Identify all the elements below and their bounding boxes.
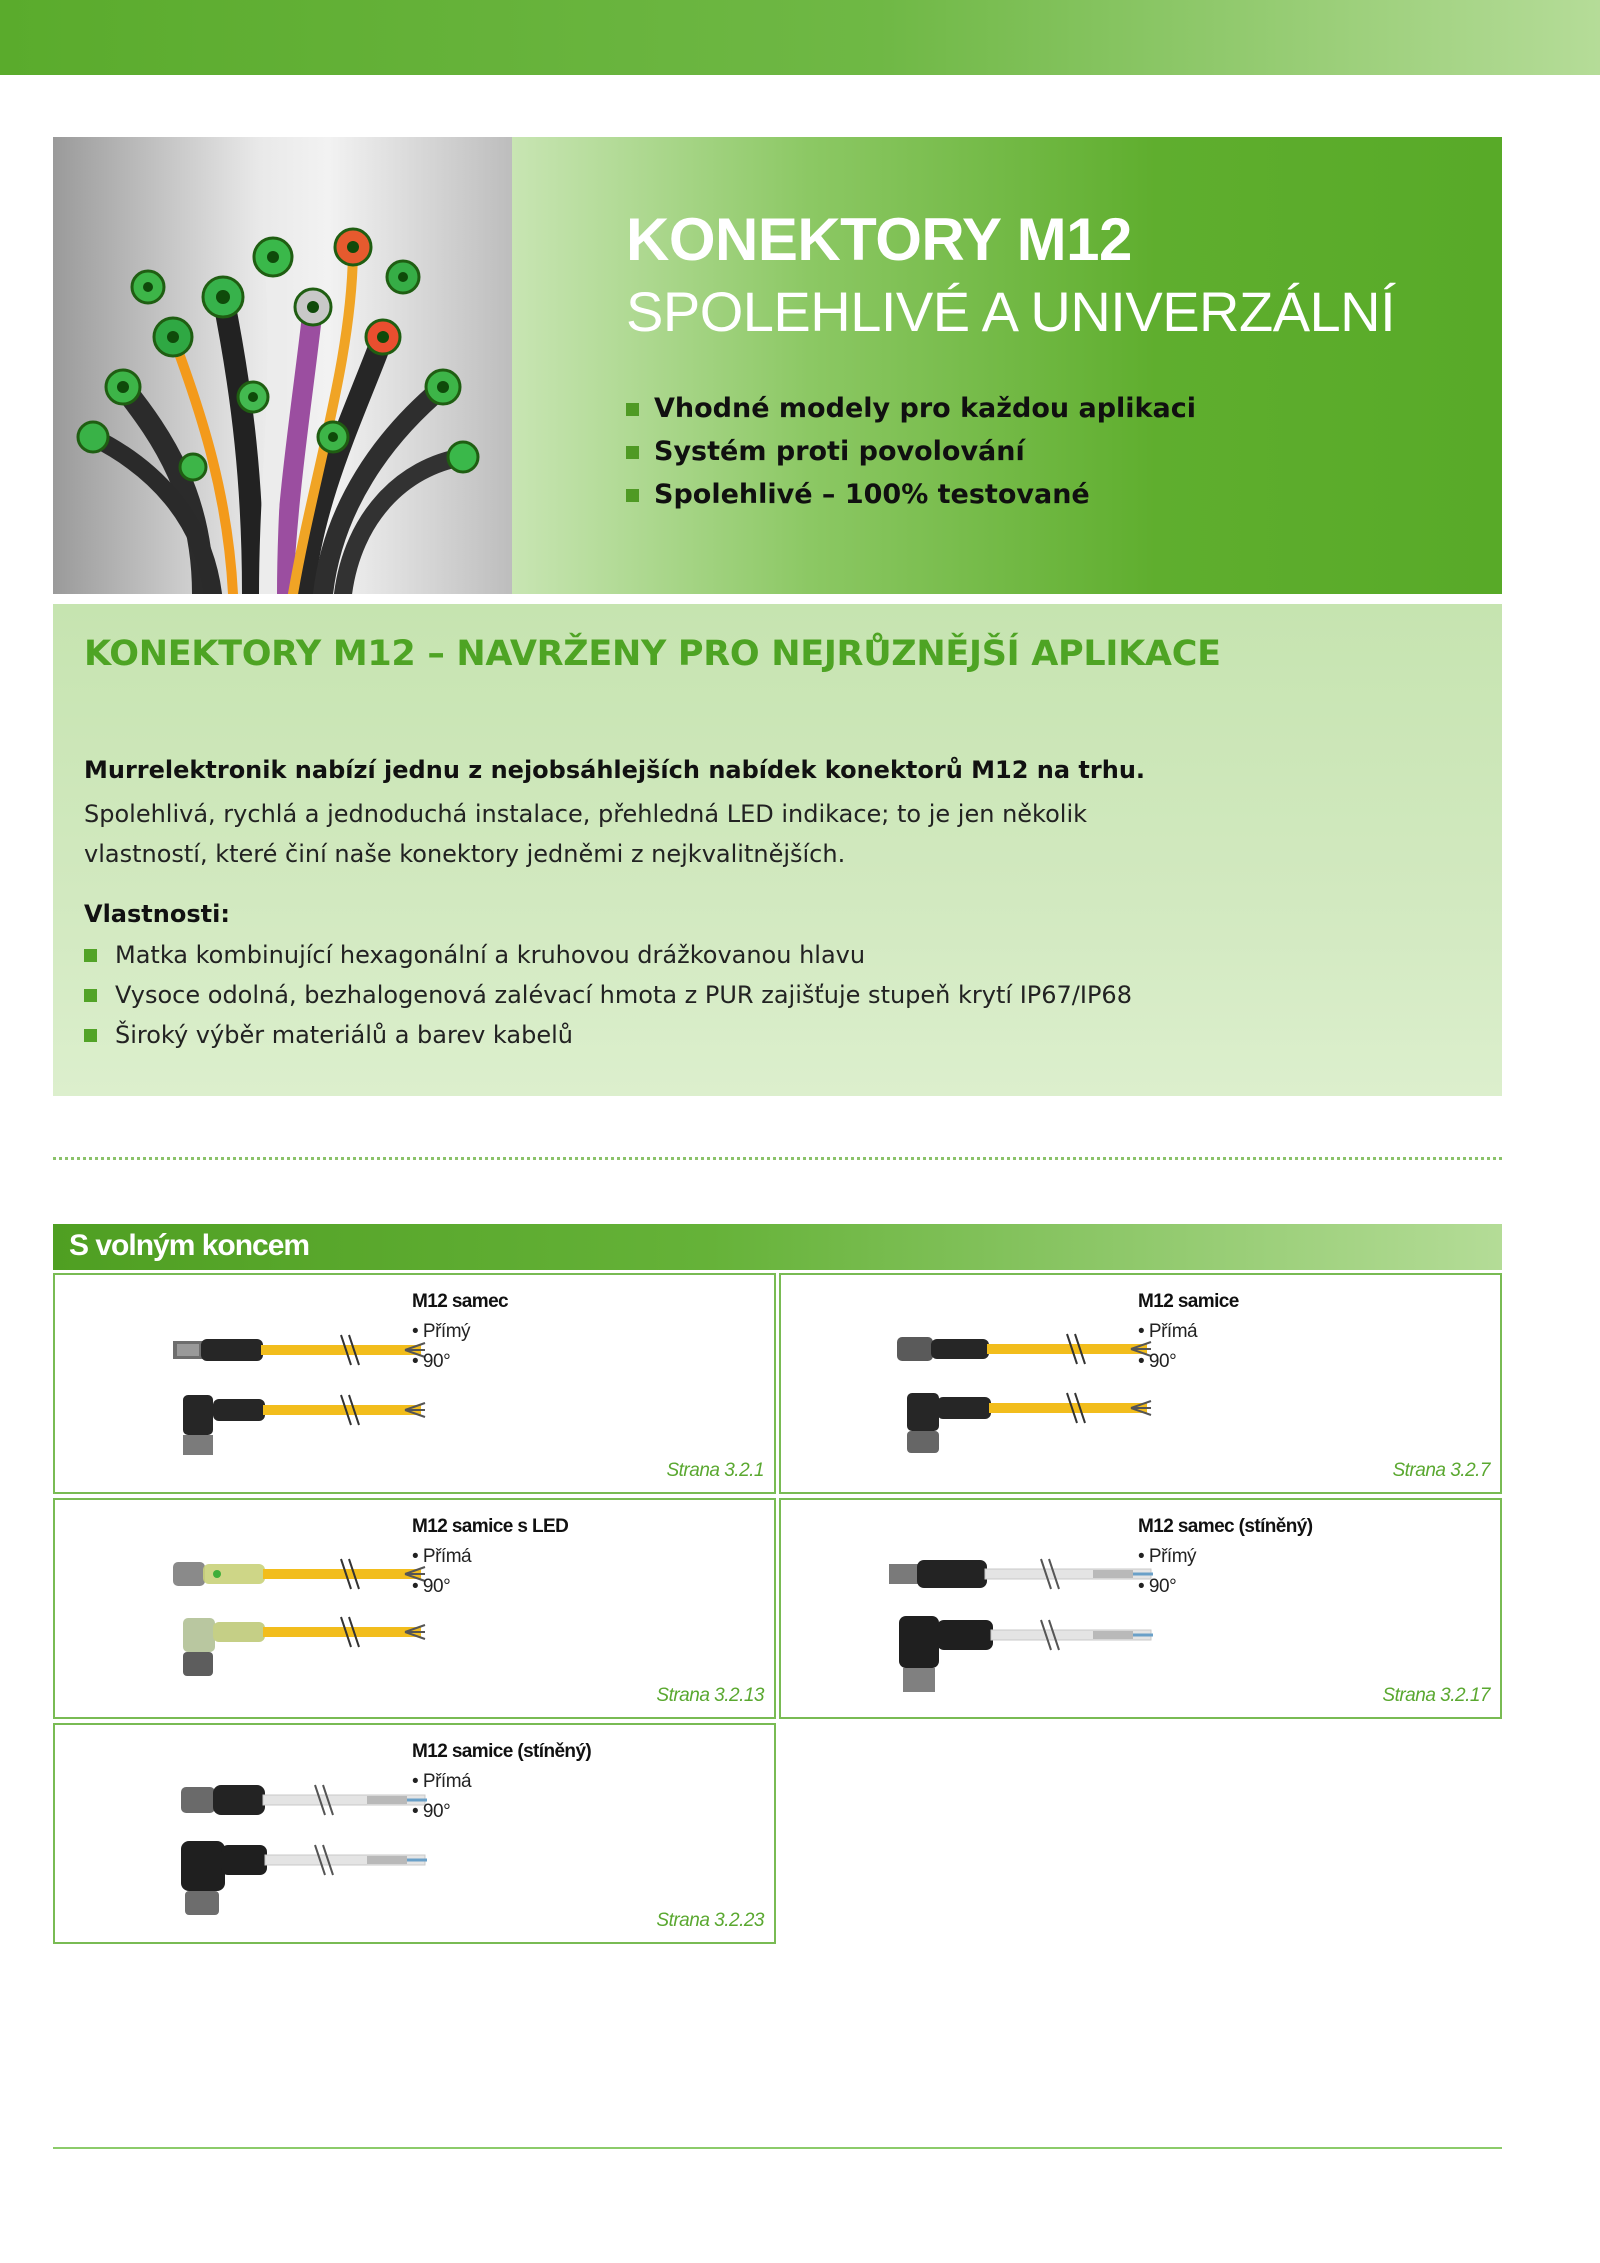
dotted-divider	[53, 1157, 1502, 1160]
page-reference-link[interactable]: Strana 3.2.13	[656, 1685, 764, 1706]
square-bullet-icon	[626, 446, 639, 459]
property-item	[84, 975, 1132, 1015]
product-image	[831, 1297, 1161, 1477]
intro-heading: KONEKTORY M12 – NAVRŽENY PRO NEJRŮZNĚJŠÍ APLIKACE	[84, 634, 1221, 674]
product-image	[831, 1522, 1161, 1702]
product-option: • Přímý	[412, 1321, 471, 1342]
intro-lead: Murrelektronik nabízí jednu z nejobsáhlejších nabídek konektorů M12 na trhu.	[84, 756, 1146, 784]
square-bullet-icon	[84, 989, 97, 1002]
intro-text-line: vlastností, které činí naše konektory jedněmi z nejkvalitnějších.	[84, 840, 846, 868]
product-name: M12 samice (stíněný)	[412, 1741, 592, 1762]
intro-text	[84, 794, 1184, 874]
hero-bullet-text: Systém proti povolování	[654, 436, 1025, 467]
property-item	[84, 1015, 1132, 1055]
hero-bullet-text: Vhodné modely pro každou aplikaci	[654, 393, 1196, 424]
product-option: • 90°	[412, 1351, 451, 1372]
section-header	[53, 1224, 1502, 1270]
product-name: M12 samec	[412, 1291, 509, 1312]
property-text: Matka kombinující hexagonální a kruhovou drážkovanou hlavu	[115, 941, 866, 969]
page-reference-link[interactable]: Strana 3.2.17	[1382, 1685, 1490, 1706]
intro-box	[53, 604, 1502, 1096]
hero-title: KONEKTORY M12	[626, 206, 1132, 273]
product-image	[105, 1747, 435, 1927]
product-card[interactable]	[779, 1273, 1502, 1494]
product-name: M12 samec (stíněný)	[1138, 1516, 1313, 1537]
hero-banner	[53, 137, 1502, 594]
cable-bundle-illustration	[53, 137, 512, 594]
properties-title: Vlastnosti:	[84, 900, 230, 928]
property-text: Vysoce odolná, bezhalogenová zalévací hmota z PUR zajišťuje stupeň krytí IP67/IP68	[115, 981, 1132, 1009]
top-color-band	[0, 0, 1600, 75]
product-option: • Přímá	[1138, 1321, 1198, 1342]
product-name: M12 samice s LED	[412, 1516, 569, 1537]
square-bullet-icon	[84, 1029, 97, 1042]
intro-text-line: Spolehlivá, rychlá a jednoduchá instalace, přehledná LED indikace; to je jen několik	[84, 800, 1088, 828]
product-option: • 90°	[412, 1801, 451, 1822]
page-reference-link[interactable]: Strana 3.2.23	[656, 1910, 764, 1931]
product-option: • Přímá	[412, 1546, 472, 1567]
property-item	[84, 935, 1132, 975]
product-card[interactable]	[53, 1273, 776, 1494]
hero-bullet	[626, 430, 1196, 473]
product-option: • 90°	[412, 1576, 451, 1597]
product-image	[105, 1522, 435, 1702]
hero-subtitle: SPOLEHLIVÉ A UNIVERZÁLNÍ	[626, 280, 1396, 343]
product-option: • Přímý	[1138, 1546, 1197, 1567]
hero-photo	[53, 137, 512, 594]
product-option: • 90°	[1138, 1351, 1177, 1372]
product-image	[105, 1297, 435, 1477]
product-option: • Přímá	[412, 1771, 472, 1792]
hero-bullet-text: Spolehlivé – 100% testované	[654, 479, 1090, 510]
product-card[interactable]	[53, 1498, 776, 1719]
page-reference-link[interactable]: Strana 3.2.7	[1392, 1460, 1490, 1481]
hero-bullet-list	[626, 387, 1196, 516]
property-text: Široký výběr materiálů a barev kabelů	[115, 1021, 573, 1049]
footer-divider	[53, 2147, 1502, 2149]
square-bullet-icon	[626, 489, 639, 502]
square-bullet-icon	[84, 949, 97, 962]
page-reference-link[interactable]: Strana 3.2.1	[666, 1460, 764, 1481]
product-card[interactable]	[779, 1498, 1502, 1719]
hero-bullet	[626, 473, 1196, 516]
hero-bullet	[626, 387, 1196, 430]
hero-text-panel	[512, 137, 1502, 594]
product-card[interactable]	[53, 1723, 776, 1944]
properties-list	[84, 935, 1132, 1055]
product-option: • 90°	[1138, 1576, 1177, 1597]
section-title: S volným koncem	[69, 1229, 310, 1262]
square-bullet-icon	[626, 403, 639, 416]
product-name: M12 samice	[1138, 1291, 1239, 1312]
